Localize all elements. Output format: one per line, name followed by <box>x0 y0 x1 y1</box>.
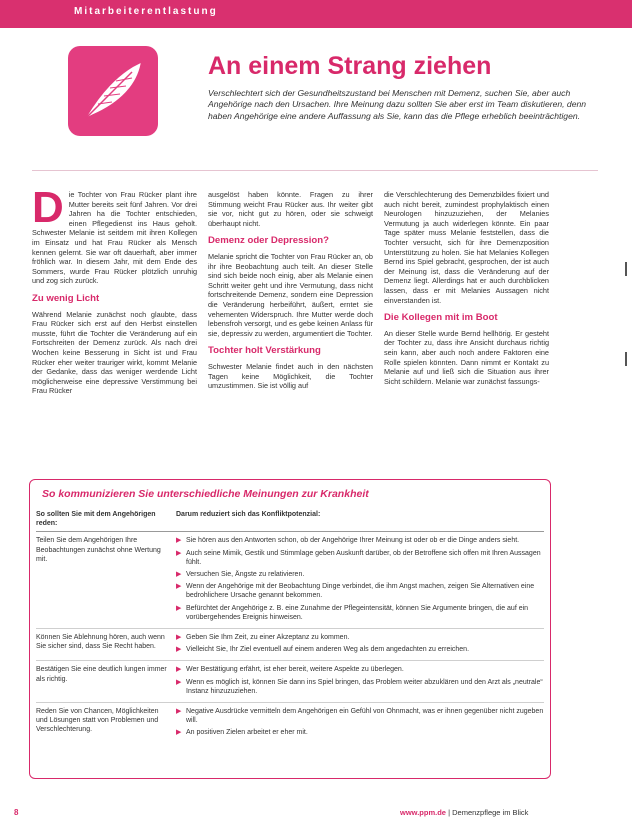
text-column-1 <box>32 183 197 402</box>
bullet-item <box>176 707 544 725</box>
info-box-title: So kommunizieren Sie unterschiedliche Meinungen zur Krankheit <box>42 488 369 500</box>
subheading: Demenz oder Depression? <box>208 235 330 247</box>
bullet-text: Negative Ausdrücke vermitteln dem Angehörigen ein Gefühl von Ohnmacht, was er ihnen gegenüber nicht zugeben will. <box>186 708 544 725</box>
subheading: Die Kollegen mit im Boot <box>384 312 498 324</box>
bullet-text: Wenn es möglich ist, können Sie dann ins Spiel bringen, das Problem weiter abzuklären und den Arzt als „neutrale“ Instanz hinzuzuziehen. <box>186 678 543 695</box>
feather-icon-box <box>68 46 158 136</box>
bullet-item <box>176 549 544 567</box>
table-cell <box>176 665 544 699</box>
bullet-text: Befürchtet der Angehörige z. B. eine Zunahme der Pflegeintensität, können Sie Argumente bringen, die auf ein vorübergehendes Ereignis hinweisen. <box>186 604 529 621</box>
bullet-item <box>176 633 544 642</box>
table-cell: Teilen Sie dem Angehörigen Ihre Beobachtungen zunächst ohne Wertung mit. <box>36 537 161 563</box>
column-header: So sollten Sie mit dem Angehörigen reden: <box>36 511 156 528</box>
divider <box>32 170 598 171</box>
paragraph: Melanie spricht die Tochter von Frau Rücker an, ob ihr ihre Beobachtung auch teilt. An dieser Stelle sind sich beide noch einig, aber als Melanie einen Schritt weiter geht und ihre Vermutung, dass nicht fortschreitende Demenz, sondern eine Depression die Veränderung herbeiführt, äußert, erntet sie vehementen Widerspruch. Ihre Mutter werde doch lebensfroh versorgt, und es gebe keinen Anlass für sie, depressiv zu werden, argumentiert die Tochter. <box>208 251 373 338</box>
bullet-item <box>176 604 544 622</box>
bullet-item <box>176 728 544 737</box>
arrow-right-icon: ▶ <box>176 708 182 716</box>
bullet-item <box>176 665 544 674</box>
table-cell <box>176 536 544 625</box>
paragraph: Schwester Melanie findet auch in den nächsten Tagen keine Möglichkeit, die Tochter umzustimmen. Sie ist völlig auf <box>208 361 373 391</box>
subheading: Zu wenig Licht <box>32 292 100 304</box>
bullet-item <box>176 678 544 696</box>
table-header <box>36 508 544 532</box>
bullet-text: Wenn der Angehörige mit der Beobachtung Dinge verbindet, die ihm Angst machen, zeigen Sie Alternativen eine bedrohlichere Ursache genannt bekommen. <box>186 583 535 600</box>
footer-credit <box>400 808 528 817</box>
table-row <box>36 532 544 629</box>
article-lead: Verschlechtert sich der Gesundheitszustand bei Menschen mit Demenz, suchen Sie, aber auch Angehörige nach den Ursachen. Ihre Meinung dazu sollten Sie aber erst im Team diskutieren, denn haben Angehörige eine andere Auffassung als Sie, kann das die Pflege erheblich beeinträchtigen. <box>208 88 587 121</box>
table-cell: Bestätigen Sie eine deutlich lungen immer als richtig. <box>36 666 167 683</box>
text-column-3 <box>384 190 549 392</box>
table-cell <box>176 707 544 741</box>
bullet-text: Auch seine Mimik, Gestik und Stimmlage geben Auskunft darüber, ob der Betroffene sich offen mit Ihren Aussagen fühlt. <box>186 549 541 566</box>
arrow-right-icon: ▶ <box>176 583 182 591</box>
arrow-right-icon: ▶ <box>176 634 182 642</box>
drop-cap: D <box>32 183 64 232</box>
table-row <box>36 703 544 744</box>
paragraph: Während Melanie zunächst noch glaubte, dass Frau Rücker sich erst auf den Herbst einstellen musste, führt die Tochter die Veränderung auf ein Fortschreiten der Demenz zurück. Als nach drei Wochen keine Besserung in Sicht ist und Frau Rücker eher weiter trauriger wirkt, kommt Melanie der Gedanke, dass das weniger werdende Licht möglicherweise eine depressive Verstimmung bei Frau Rücker <box>32 309 197 396</box>
arrow-right-icon: ▶ <box>176 646 182 654</box>
bullet-text: Wer Bestätigung erfährt, ist eher bereit, weitere Aspekte zu überlegen. <box>186 666 404 674</box>
info-table <box>36 508 544 744</box>
table-row <box>36 629 544 661</box>
info-box <box>29 479 551 779</box>
arrow-right-icon: ▶ <box>176 549 182 557</box>
header-bar <box>0 0 632 28</box>
arrow-right-icon: ▶ <box>176 571 182 579</box>
bullet-item <box>176 570 544 579</box>
feather-icon <box>78 56 148 126</box>
table-cell: Reden Sie von Chancen, Möglichkeiten und Lösungen statt von Problemen und Verschlechterung. <box>36 708 159 734</box>
bullet-item <box>176 645 544 654</box>
bullet-text: Sie hören aus den Antworten schon, ob der Angehörige Ihrer Meinung ist oder ob er die Dinge anders sieht. <box>186 537 520 545</box>
paragraph: ausgelöst haben könnte. Fragen zu ihrer Stimmung weicht Frau Rücker aus. Ihr weiter gibt sie vor, nicht gut zu hören, oder sie schweigt überhaupt nicht. <box>208 190 373 228</box>
table-cell <box>176 633 544 657</box>
table-row <box>36 661 544 703</box>
table-cell: Können Sie Ablehnung hören, auch wenn Sie sicher sind, dass Sie Recht haben. <box>36 634 165 651</box>
arrow-right-icon: ▶ <box>176 604 182 612</box>
paragraph: die Verschlechterung des Demenzbildes fixiert und auch nicht bereit, zumindest prophylaktisch einen Neurologen hinzuzuziehen, der Melanies Vermutung ja auch widerlegen könnte. Ein paar Tage später muss Melanie feststellen, dass die Tochter versucht, sich für ihre Demenzposition Unterstützung zu holen. Sie hat Melanies Kollegen Bernd ins Spiel gebracht, gesprochen, der ist auch der Meinung ist, dass die Veränderung auf der Demenz liegt. Allerdings hat er auch durchblicken lassen, dass er mit Melanies Aussagen nicht einverstanden ist. <box>384 190 549 305</box>
arrow-right-icon: ▶ <box>176 678 182 686</box>
bullet-item <box>176 536 544 545</box>
bullet-text: An positiven Zielen arbeitet er eher mit. <box>186 729 308 737</box>
arrow-right-icon: ▶ <box>176 666 182 674</box>
subheading: Tochter holt Verstärkung <box>208 345 321 357</box>
bullet-text: Geben Sie Ihm Zeit, zu einer Akzeptanz zu kommen. <box>186 634 350 642</box>
footer-tagline: | Demenzpflege im Blick <box>448 808 529 817</box>
bullet-text: Vielleicht Sie, Ihr Ziel eventuell auf einem anderen Weg als dem angedachten zu erreichen. <box>186 646 470 654</box>
section-kicker: Mitarbeiterentlastung <box>74 6 218 17</box>
edge-mark <box>625 262 627 276</box>
article-title: An einem Strang ziehen <box>208 52 492 80</box>
paragraph: An dieser Stelle wurde Bernd hellhörig. Er gesteht der Tochter zu, dass ihre Ansicht durchaus richtig sein kann, aber auch noch andere Faktoren eine Rolle spielen könnten. Dann nimmt er Kontakt zu Melanie auf und ließ sich die Situation aus ihrer Sicht schildern. Melanie war zunächst fassungs- <box>384 328 549 386</box>
bullet-item <box>176 582 544 600</box>
paragraph <box>32 183 197 286</box>
arrow-right-icon: ▶ <box>176 537 182 545</box>
page-number: 8 <box>14 808 19 817</box>
footer-url[interactable]: www.ppm.de <box>400 808 446 817</box>
paragraph-text: ie Tochter von Frau Rücker plant ihre Mutter bereits seit fünf Jahren. Vor drei Jahren ha die Tochter entschieden, einen Pflegedienst ins Haus geholt. Schwester Melanie ist seitdem mit ihren Kollegen im Einsatz und hat Frau Rücker als Mensch kennen gelernt. Sie war oft dauerhaft, aber immer fröhlich war. In diesem Jahr, mit dem Ende des Sommers, wurde Frau Rücker plötzlich unruhig und zog sich zurück. <box>32 190 197 286</box>
edge-mark <box>625 352 627 366</box>
column-header: Darum reduziert sich das Konfliktpotenzial: <box>176 511 321 518</box>
arrow-right-icon: ▶ <box>176 729 182 737</box>
text-column-2 <box>208 190 373 397</box>
bullet-text: Versuchen Sie, Ängste zu relativieren. <box>186 571 305 579</box>
